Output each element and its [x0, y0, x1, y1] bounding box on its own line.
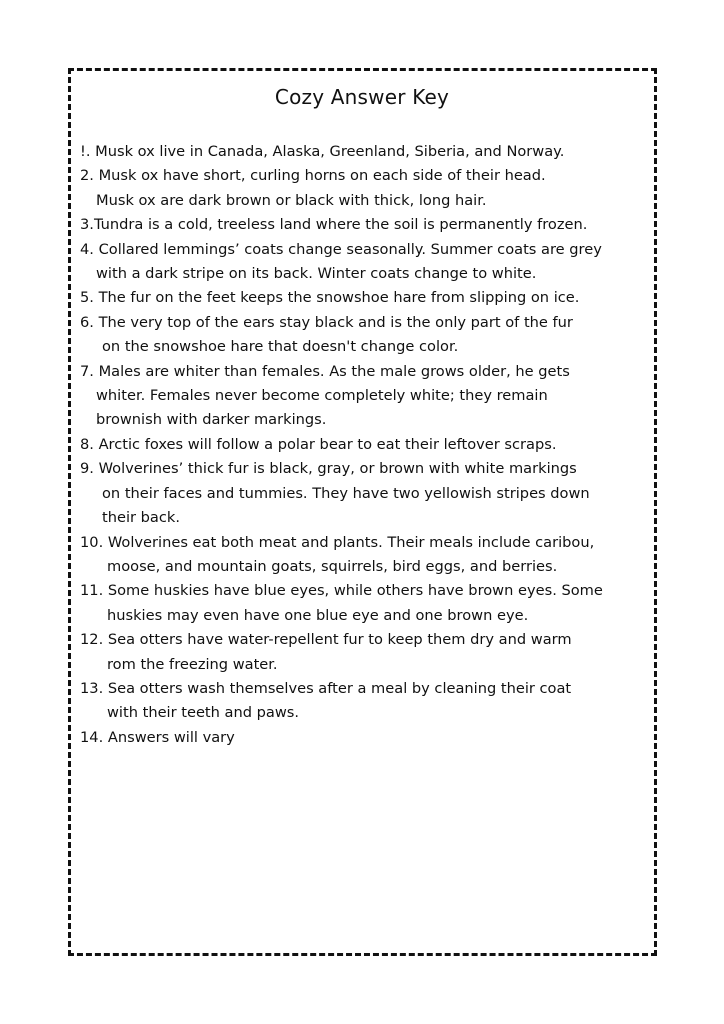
answer-text-continued: with a dark stripe on its back. Winter coats change to white. [96, 265, 537, 283]
answer-text: Males are whiter than females. As the male grows older, he gets [98, 362, 570, 380]
answer-item-7 [80, 360, 650, 433]
answer-text: Wolverines’ thick fur is black, gray, or brown with white markings [98, 460, 577, 478]
answer-number: !. [80, 143, 91, 160]
answer-number: 13. [80, 679, 104, 697]
answer-text-continued: on the snowshoe hare that doesn't change color. [102, 338, 459, 356]
answer-item-8 [80, 433, 650, 457]
answer-number: 6. [80, 313, 94, 331]
answer-text-continued: moose, and mountain goats, squirrels, bird eggs, and berries. [107, 557, 558, 575]
answer-item-12 [80, 628, 650, 677]
answer-text: Collared lemmings’ coats change seasonally. Summer coats are grey [98, 240, 602, 258]
answer-text-continued: brownish with darker markings. [96, 411, 327, 429]
answer-item-14 [80, 726, 650, 750]
answer-text-continued: whiter. Females never become completely white; they remain [96, 387, 548, 405]
answer-number: 12. [80, 631, 104, 649]
answer-text: Arctic foxes will follow a polar bear to eat their leftover scraps. [98, 435, 557, 453]
answer-text-continued: on their faces and tummies. They have two yellowish stripes down [102, 484, 590, 502]
answer-text: Sea otters wash themselves after a meal by cleaning their coat [107, 679, 572, 697]
answer-item-6 [80, 311, 650, 360]
answer-number: 8. [80, 435, 94, 453]
answer-item-1 [80, 140, 650, 164]
answer-text-continued: Musk ox are dark brown or black with thick, long hair. [96, 191, 487, 209]
answer-text-continued: huskies may even have one blue eye and one brown eye. [107, 606, 529, 624]
answer-item-4 [80, 238, 650, 287]
answer-text: Some huskies have blue eyes, while others have brown eyes. Some [107, 582, 603, 600]
answer-item-13 [80, 677, 650, 726]
answer-text: Sea otters have water-repellent fur to keep them dry and warm [107, 631, 572, 649]
answer-text-continued: with their teeth and paws. [107, 704, 300, 722]
answer-text: Tundra is a cold, treeless land where the soil is permanently frozen. [93, 216, 588, 234]
answer-number: 4. [80, 240, 94, 258]
answer-item-11 [80, 579, 650, 628]
answer-number: 7. [80, 362, 94, 380]
answer-text: Answers will vary [107, 728, 235, 746]
answer-item-10 [80, 531, 650, 580]
answer-text: Musk ox live in Canada, Alaska, Greenland, Siberia, and Norway. [95, 143, 565, 160]
answer-number: 10. [80, 533, 104, 551]
answer-item-3 [80, 213, 650, 237]
answer-text: Musk ox have short, curling horns on each side of their head. [98, 167, 546, 185]
answer-text: Wolverines eat both meat and plants. Their meals include caribou, [107, 533, 595, 551]
answer-number: 14. [80, 728, 104, 746]
answer-number: 2. [80, 167, 94, 185]
answer-item-5 [80, 286, 650, 310]
answer-text: The fur on the feet keeps the snowshoe hare from slipping on ice. [98, 289, 580, 307]
answer-item-2 [80, 164, 650, 213]
answer-text: The very top of the ears stay black and is the only part of the fur [98, 313, 573, 331]
answer-number: 3. [80, 216, 94, 234]
answer-item-9 [80, 457, 650, 530]
answer-text-continued: their back. [102, 509, 180, 527]
answer-number: 9. [80, 460, 94, 478]
answer-list [80, 140, 650, 750]
answer-number: 11. [80, 582, 104, 600]
answer-text-continued: rom the freezing water. [107, 655, 278, 673]
page-title: Cozy Answer Key [274, 85, 450, 109]
answer-number: 5. [80, 289, 94, 307]
